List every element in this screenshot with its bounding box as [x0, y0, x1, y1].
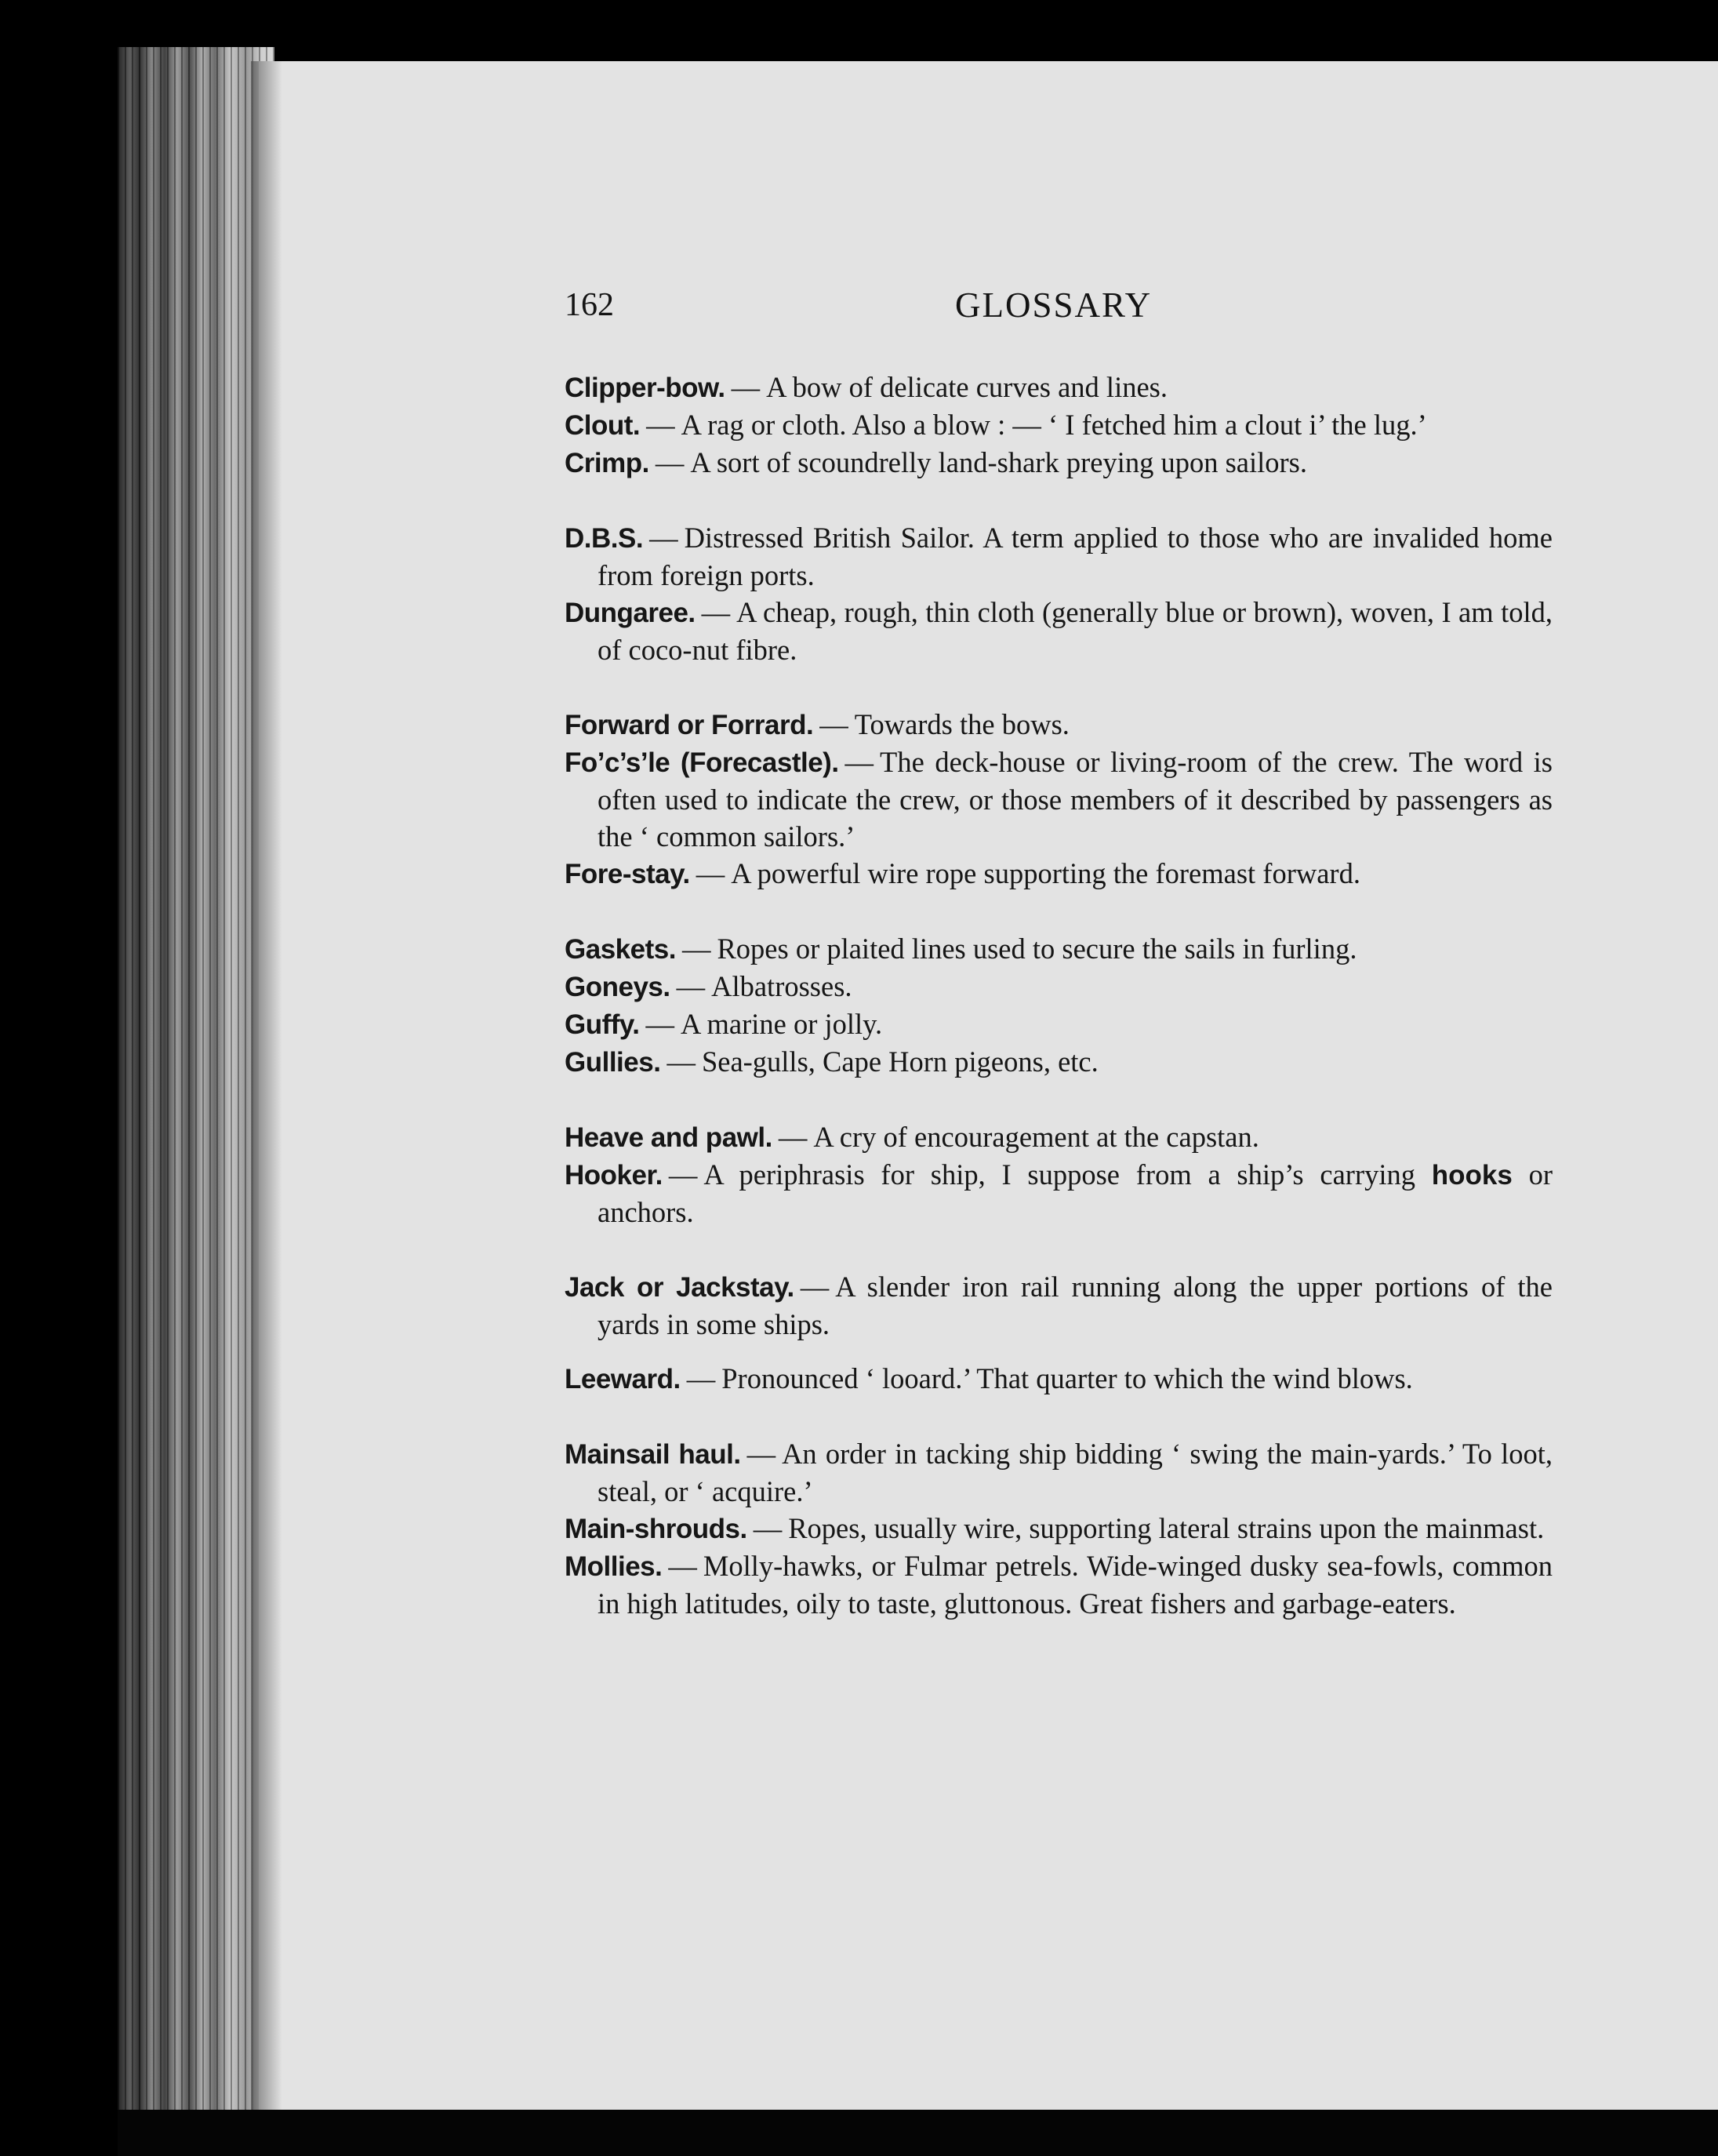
- scan-border: [118, 2110, 1718, 2156]
- dash: —: [819, 708, 848, 740]
- entry-definition: Ropes, usually wire, supporting lateral strains upon the mainmast.: [788, 1512, 1545, 1544]
- entry-term: Fore-stay.: [565, 859, 690, 889]
- glossary-entry: [565, 519, 1553, 594]
- entry-definition-tail: or anchors.: [597, 1158, 1553, 1228]
- entry-definition: A bow of delicate curves and lines.: [766, 371, 1168, 403]
- entry-definition: A marine or jolly.: [681, 1008, 883, 1040]
- group-m: [565, 1435, 1553, 1622]
- group-l: [565, 1360, 1553, 1398]
- dash: —: [686, 1362, 716, 1394]
- glossary-entry: [565, 444, 1553, 482]
- entry-term: Clipper-bow.: [565, 373, 725, 403]
- entry-definition: A cheap, rough, thin cloth (generally blue or brown), woven, I am told, of coco-nut fibre.: [597, 596, 1553, 666]
- entry-term: Crimp.: [565, 448, 649, 478]
- glossary-entry: [565, 1268, 1553, 1343]
- dash: —: [681, 933, 711, 965]
- entry-definition: The deck-house or living-room of the crew. The word is often used to indicate the crew, or those members of it described by passengers as the ‘ common sailors.’: [597, 746, 1553, 853]
- glossary-entry: [565, 1043, 1553, 1081]
- dash: —: [746, 1438, 776, 1470]
- entry-term: Main-shrouds.: [565, 1514, 747, 1544]
- glossary-entry: [565, 1118, 1553, 1156]
- entry-term: Jack or Jackstay.: [565, 1272, 794, 1303]
- dash: —: [753, 1512, 783, 1544]
- dash: —: [668, 1550, 697, 1582]
- entry-definition: A periphrasis for ship, I suppose from a ship’s carrying: [703, 1158, 1415, 1191]
- dash: —: [800, 1271, 830, 1303]
- group-j: [565, 1268, 1553, 1343]
- entry-term: D.B.S.: [565, 523, 644, 554]
- entry-term: Dungaree.: [565, 598, 696, 628]
- page-header: [565, 286, 1560, 341]
- entry-term: Mollies.: [565, 1551, 663, 1582]
- glossary-entry: [565, 1510, 1553, 1547]
- glossary-entry: [565, 744, 1553, 855]
- glossary-entry: [565, 406, 1553, 444]
- glossary-entry: [565, 1005, 1553, 1043]
- glossary-entry: [565, 369, 1553, 406]
- group-d: [565, 519, 1553, 668]
- glossary-entry: [565, 1547, 1553, 1622]
- glossary-entry: [565, 1156, 1553, 1231]
- entry-definition: A slender iron rail running along the upper portions of the yards in some ships.: [597, 1271, 1553, 1340]
- group-c: [565, 369, 1553, 482]
- dash: —: [655, 446, 685, 478]
- group-f: [565, 706, 1553, 893]
- entry-definition: Molly-hawks, or Fulmar petrels. Wide-winged dusky sea-fowls, common in high latitudes, oily to taste, gluttonous. Great fishers and garbage-eaters.: [597, 1550, 1553, 1620]
- entry-term: Goneys.: [565, 972, 670, 1002]
- entry-definition: A sort of scoundrelly land-shark preying upon sailors.: [690, 446, 1307, 478]
- entry-definition: Towards the bows.: [854, 708, 1070, 740]
- dash: —: [646, 409, 675, 441]
- glossary-entry: [565, 594, 1553, 668]
- gutter-shadow: [251, 61, 282, 2116]
- entry-definition: A cry of encouragement at the capstan.: [813, 1121, 1259, 1153]
- entry-definition: A powerful wire rope supporting the foremast forward.: [731, 857, 1360, 889]
- page-number: 162: [565, 287, 614, 323]
- glossary-entry: [565, 855, 1553, 893]
- glossary-entry: [565, 1360, 1553, 1398]
- inline-term: hooks: [1431, 1160, 1513, 1191]
- dash: —: [696, 857, 725, 889]
- dash: —: [844, 746, 874, 778]
- dash: —: [666, 1045, 696, 1078]
- entry-term: Fo’c’s’le (Forecastle).: [565, 747, 839, 778]
- glossary-entry: [565, 1435, 1553, 1510]
- entry-term: Heave and pawl.: [565, 1122, 772, 1153]
- dash: —: [701, 596, 731, 628]
- entry-term: Mainsail haul.: [565, 1439, 741, 1470]
- entry-term: Forward or Forrard.: [565, 710, 814, 740]
- entry-term: Leeward.: [565, 1364, 681, 1394]
- entry-term: Guffy.: [565, 1009, 640, 1040]
- entry-term: Gaskets.: [565, 934, 676, 965]
- glossary-entry: [565, 706, 1553, 744]
- entry-definition: Distressed British Sailor. A term applied to those who are invalided home from foreign ports.: [597, 522, 1553, 591]
- group-h: [565, 1118, 1553, 1231]
- running-head: GLOSSARY: [955, 285, 1153, 325]
- entry-definition: An order in tacking ship bidding ‘ swing the main-yards.’ To loot, steal, or ‘ acquire.’: [597, 1438, 1553, 1507]
- dash: —: [668, 1158, 698, 1191]
- dash: —: [778, 1121, 808, 1153]
- entry-definition: Pronounced ‘ looard.’ That quarter to which the wind blows.: [721, 1362, 1413, 1394]
- dash: —: [676, 970, 706, 1002]
- glossary-entries: [565, 369, 1553, 1660]
- entry-term: Gullies.: [565, 1047, 661, 1078]
- entry-definition: Albatrosses.: [711, 970, 852, 1002]
- entry-definition: Sea-gulls, Cape Horn pigeons, etc.: [701, 1045, 1099, 1078]
- entry-definition: A rag or cloth. Also a blow : — ‘ I fetched him a clout i’ the lug.’: [681, 409, 1427, 441]
- entry-term: Hooker.: [565, 1160, 663, 1191]
- dash: —: [649, 522, 678, 554]
- entry-term: Clout.: [565, 410, 641, 441]
- dash: —: [645, 1008, 675, 1040]
- entry-definition: Ropes or plaited lines used to secure the sails in furling.: [717, 933, 1357, 965]
- group-g: [565, 930, 1553, 1081]
- dash: —: [731, 371, 761, 403]
- glossary-entry: [565, 930, 1553, 968]
- glossary-entry: [565, 968, 1553, 1005]
